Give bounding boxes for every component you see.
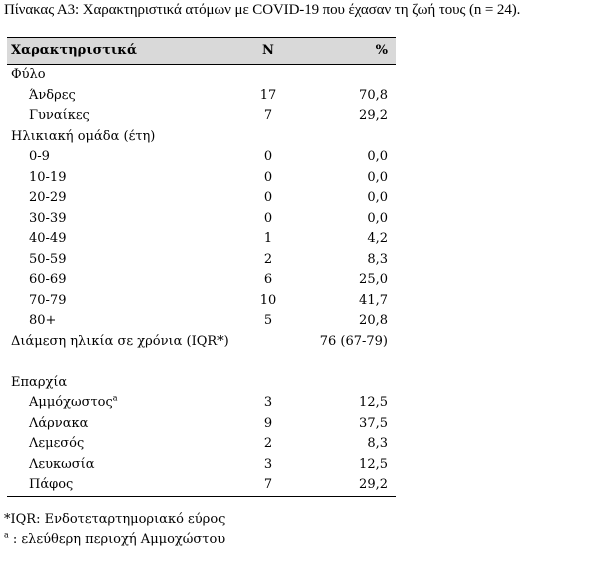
row-n: 3	[263, 395, 273, 410]
median-age-value: 76 (67-79)	[319, 333, 388, 349]
row-percent: 25,0	[359, 272, 388, 287]
row-n: 7	[263, 477, 273, 492]
row-n: 6	[263, 272, 273, 287]
row-percent: 29,2	[359, 108, 388, 123]
row-label	[7, 209, 246, 230]
row-n: 7	[263, 108, 273, 123]
table-caption: Πίνακας Α3: Χαρακτηριστικά ατόμων με COVID-19 που έχασαν τη ζωή τους (n = 24).	[4, 2, 521, 18]
row-label-text: Πάφος	[29, 477, 74, 492]
row-percent: 41,7	[359, 292, 388, 308]
header-characteristics: Χαρακτηριστικά	[11, 42, 137, 58]
header-percent: %	[375, 42, 388, 58]
row-label	[7, 229, 246, 250]
table-row	[7, 168, 396, 189]
table-row	[7, 147, 396, 168]
section-label: Ηλικιακή ομάδα (έτη)	[11, 128, 156, 144]
row-percent: 37,5	[359, 415, 388, 431]
median-age-label: Διάμεση ηλικία σε χρόνια (IQR*)	[11, 333, 229, 349]
section-label: Φύλο	[11, 67, 46, 82]
median-age-row	[7, 332, 396, 373]
row-percent: 20,8	[359, 313, 388, 328]
section-district	[7, 373, 396, 394]
row-percent: 0,0	[367, 210, 388, 226]
table-row	[7, 414, 396, 435]
section-label: Επαρχία	[11, 374, 68, 390]
row-label-text: 0-9	[29, 149, 50, 164]
row-label	[7, 434, 246, 455]
row-percent: 8,3	[367, 251, 388, 267]
section-sex	[7, 65, 396, 86]
table-row	[7, 434, 396, 455]
row-percent: 0,0	[367, 169, 388, 185]
row-label-text: 70-79	[29, 292, 67, 308]
row-label-text: Λάρνακα	[29, 415, 89, 431]
table-row	[7, 393, 396, 414]
row-n: 9	[263, 415, 273, 431]
row-percent: 4,2	[367, 231, 388, 246]
row-percent: 8,3	[367, 436, 388, 451]
header-n: N	[262, 42, 274, 58]
footnote-iqr: *IQR: Ενδοτεταρτημοριακό εύρος	[4, 512, 226, 527]
table-row	[7, 455, 396, 476]
row-label-text: Γυναίκες	[29, 108, 90, 123]
row-percent: 0,0	[367, 190, 388, 205]
characteristics-table	[7, 37, 396, 497]
row-label	[7, 270, 246, 291]
row-label	[7, 168, 246, 189]
row-n: 5	[263, 313, 273, 328]
table-row	[7, 229, 396, 250]
row-n: 0	[263, 210, 273, 226]
table-row	[7, 475, 396, 497]
row-percent: 12,5	[359, 456, 388, 472]
row-label-text: 30-39	[29, 210, 67, 226]
row-percent: 70,8	[359, 87, 388, 103]
row-label-text: 80+	[29, 313, 57, 328]
table-row	[7, 86, 396, 107]
row-n: 17	[259, 87, 277, 103]
table-row	[7, 311, 396, 332]
row-label-text: 50-59	[29, 251, 67, 267]
table-header-row	[7, 37, 396, 65]
row-n: 2	[263, 436, 273, 451]
row-label-text: Άνδρες	[29, 87, 76, 103]
footnote-a-text: : ελεύθερη περιοχή Αμμοχώστου	[8, 532, 226, 547]
row-n: 0	[263, 190, 273, 205]
row-label-text: 60-69	[29, 272, 67, 287]
table-row	[7, 291, 396, 312]
row-label-text: Αμμόχωστος	[29, 395, 113, 410]
row-label	[7, 475, 246, 496]
section-age	[7, 127, 396, 148]
row-label	[7, 291, 246, 312]
row-percent: 29,2	[359, 477, 388, 492]
row-label-text: Λευκωσία	[29, 456, 95, 472]
footnote-a	[4, 530, 404, 550]
row-label-text: 10-19	[29, 169, 67, 185]
row-label	[7, 311, 246, 332]
row-label-text: Λεμεσός	[29, 436, 85, 451]
table-row	[7, 106, 396, 127]
row-label	[7, 455, 246, 476]
row-label	[7, 414, 246, 435]
row-n: 2	[263, 251, 273, 267]
row-n: 1	[263, 231, 273, 246]
row-label-text: 20-29	[29, 190, 67, 205]
row-label	[7, 393, 246, 414]
row-n: 3	[263, 456, 273, 472]
table-row	[7, 270, 396, 291]
row-label	[7, 106, 246, 127]
table-row	[7, 188, 396, 209]
footnote-marker: a	[112, 393, 118, 403]
row-n: 0	[263, 149, 273, 164]
row-percent: 0,0	[367, 149, 388, 164]
row-label	[7, 250, 246, 271]
table-row	[7, 250, 396, 271]
row-label	[7, 86, 246, 107]
footnote-a-mark: a	[4, 530, 9, 540]
row-n: 10	[259, 292, 277, 308]
table-row	[7, 209, 396, 230]
row-label-text: 40-49	[29, 231, 67, 246]
row-percent: 12,5	[359, 395, 388, 410]
row-label	[7, 188, 246, 209]
row-n: 0	[263, 169, 273, 185]
row-label	[7, 147, 246, 168]
